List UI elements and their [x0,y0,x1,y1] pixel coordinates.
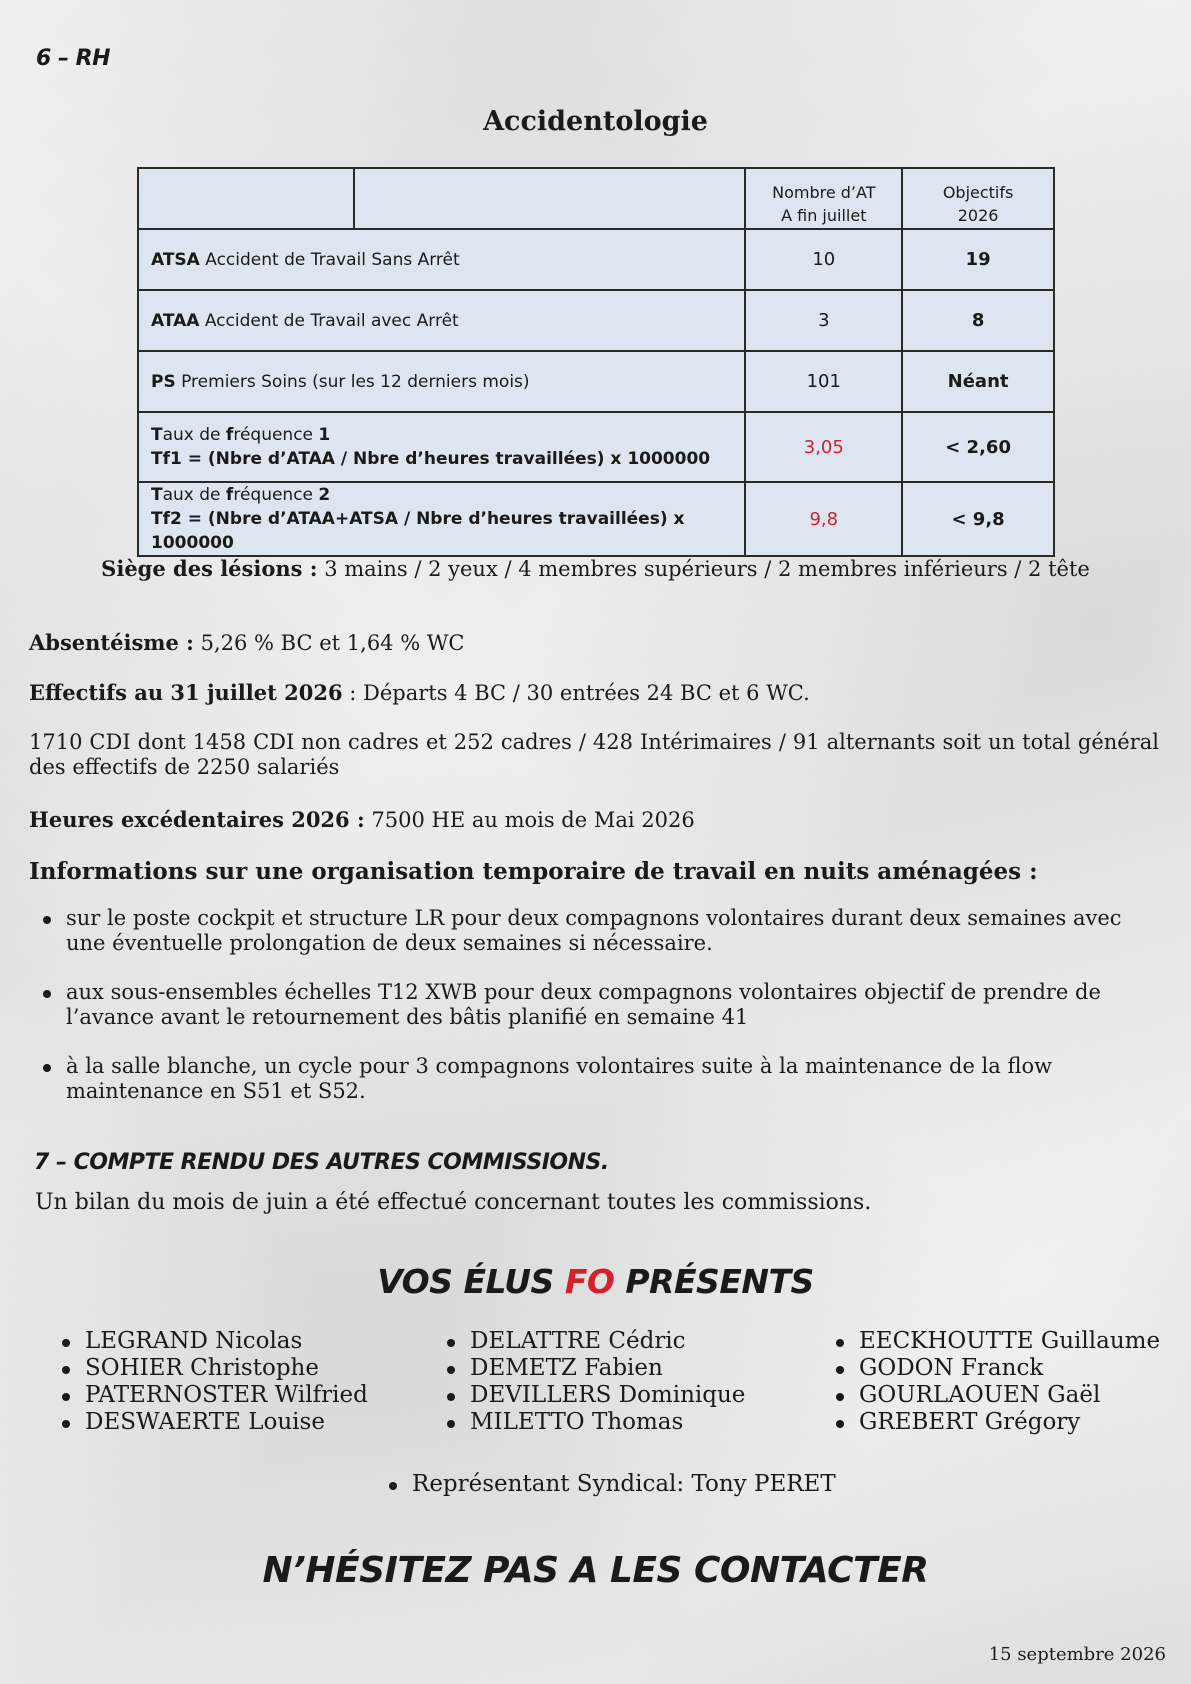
elus-column-3 [834,1328,1160,1436]
section-7-text: Un bilan du mois de juin a été effectué concernant toutes les commissions. [35,1190,872,1215]
row-ataa-objective: 8 [902,290,1054,351]
row-ataa-label [138,290,745,351]
list-item: DELATTRE Cédric [445,1328,745,1355]
header-objectifs-line1: Objectifs [942,182,1014,202]
row-atsa-value: 10 [745,229,902,290]
document-date: 15 septembre 2026 [988,1644,1166,1665]
header-empty-cell-2 [354,168,745,229]
row-tf1-objective: < 2,60 [902,412,1054,482]
row-atsa-objective: 19 [902,229,1054,290]
info-title: Informations sur une organisation temporaire de travail en nuits aménagées : [29,858,1038,885]
cdi-paragraph: 1710 CDI dont 1458 CDI non cadres et 252 cadres / 428 Intérimaires / 91 alternants soit un total général des effectifs de 2250 salariés [29,730,1159,779]
list-item: PATERNOSTER Wilfried [60,1382,368,1409]
list-item: DESWAERTE Louise [60,1409,368,1436]
row-tf2-aux: aux de [162,485,226,505]
row-ataa-value: 3 [745,290,902,351]
row-tf2-formula [151,507,732,555]
list-item: EECKHOUTTE Guillaume [834,1328,1160,1355]
row-tf1-formula-text: = (Nbre d’ATAA / Nbre d’heures travaillées) x 1000000 [181,449,711,469]
list-item: GREBERT Grégory [834,1409,1160,1436]
contact-heading: N’HÉSITEZ PAS A LES CONTACTER [262,1550,929,1591]
row-tf1-n: 1 [318,425,331,445]
list-item: DEMETZ Fabien [445,1355,745,1382]
section-rh-heading: 6 – RH [36,46,110,71]
info-list [40,906,1160,1128]
list-item: GODON Franck [834,1355,1160,1382]
row-atsa-abbr: ATSA [151,249,200,270]
row-tf1-t: T [151,425,163,445]
lesions-label: Siège des lésions : [101,556,318,581]
table-row-tf1 [138,412,1054,482]
row-tf2-objective: < 9,8 [902,482,1054,556]
effectifs-label: Effectifs au 31 juillet 2026 [29,680,343,705]
effectifs-line [29,680,1159,706]
row-tf2-formula-text: = (Nbre d’ATAA+ATSA / Nbre d’heures travaillées) x 1000000 [151,509,685,553]
row-ps-value: 101 [745,351,902,412]
row-tf1-f: f [225,425,234,445]
row-tf2-n: 2 [318,485,331,505]
list-item: sur le poste cockpit et structure LR pour deux compagnons volontaires durant deux semaines avec une éventuelle prolongation de deux semaines si nécessaire. [40,906,1160,956]
list-item: GOURLAOUEN Gaël [834,1382,1160,1409]
header-nombre-at [745,168,902,229]
effectifs-text: : Départs 4 BC / 30 entrées 24 BC et 6 WC. [342,681,810,705]
elus-title-fo: FO [564,1262,615,1301]
header-objectifs-line2: 2026 [957,205,999,225]
row-ps-abbr: PS [151,371,176,392]
list-item: MILETTO Thomas [445,1409,745,1436]
header-nombre-at-line1: Nombre d’AT [772,182,876,202]
elus-title-before: VOS ÉLUS [377,1262,565,1301]
row-tf1-req: réquence [233,425,319,445]
list-item: LEGRAND Nicolas [60,1328,368,1355]
table-row-ataa [138,290,1054,351]
row-atsa-label [138,229,745,290]
row-tf2-formula-abbr: Tf2 [151,509,182,529]
lesions-line [0,556,1191,581]
row-tf2-value: 9,8 [745,482,902,556]
table-row-atsa [138,229,1054,290]
absenteisme-text: 5,26 % BC et 1,64 % WC [193,631,465,655]
row-tf1-label [138,412,745,482]
representative-item: Représentant Syndical: Tony PERET [387,1471,836,1498]
row-ps-text: Premiers Soins (sur les 12 derniers mois) [175,371,530,392]
list-item: SOHIER Christophe [60,1355,368,1382]
list-item: DEVILLERS Dominique [445,1382,745,1409]
row-tf1-aux: aux de [162,425,226,445]
row-tf2-req: réquence [233,485,319,505]
row-tf1-value: 3,05 [745,412,902,482]
representative-list [387,1471,836,1498]
row-tf1-title [151,423,732,447]
lesions-text: 3 mains / 2 yeux / 4 membres supérieurs / 2 membres inférieurs / 2 tête [317,557,1090,581]
table-header-row [138,168,1054,229]
row-tf2-title [151,483,732,507]
row-tf2-label [138,482,745,556]
absenteisme-line [29,630,1159,656]
table-title: Accidentologie [483,106,708,137]
row-ataa-abbr: ATAA [151,310,200,331]
row-tf1-formula [151,447,732,471]
section-7-heading: 7 – COMPTE RENDU DES AUTRES COMMISSIONS. [34,1150,609,1175]
elus-column-1 [60,1328,368,1436]
row-ps-objective: Néant [902,351,1054,412]
header-objectifs [902,168,1054,229]
heures-text: 7500 HE au mois de Mai 2026 [364,808,695,832]
row-tf2-t: T [151,485,163,505]
row-tf1-formula-abbr: Tf1 [151,449,182,469]
list-item: aux sous-ensembles échelles T12 XWB pour deux compagnons volontaires objectif de prendre de l’avance avant le retournement des bâtis planifié en semaine 41 [40,980,1160,1030]
header-nombre-at-line2: A fin juillet [781,205,867,225]
elus-title [0,1262,1191,1301]
absenteisme-label: Absentéisme : [29,630,194,655]
row-ps-label [138,351,745,412]
list-item: à la salle blanche, un cycle pour 3 compagnons volontaires suite à la maintenance de la flow maintenance en S51 et S52. [40,1054,1160,1104]
elus-column-2 [445,1328,745,1436]
table-row-ps [138,351,1054,412]
row-ataa-text: Accident de Travail avec Arrêt [199,310,459,331]
accident-table [137,167,1055,557]
heures-label: Heures excédentaires 2026 : [29,807,365,832]
row-tf2-f: f [225,485,234,505]
heures-line [29,807,1159,833]
elus-title-after: PRÉSENTS [614,1262,814,1301]
table-row-tf2 [138,482,1054,556]
row-atsa-text: Accident de Travail Sans Arrêt [199,249,460,270]
header-empty-cell-1 [138,168,354,229]
